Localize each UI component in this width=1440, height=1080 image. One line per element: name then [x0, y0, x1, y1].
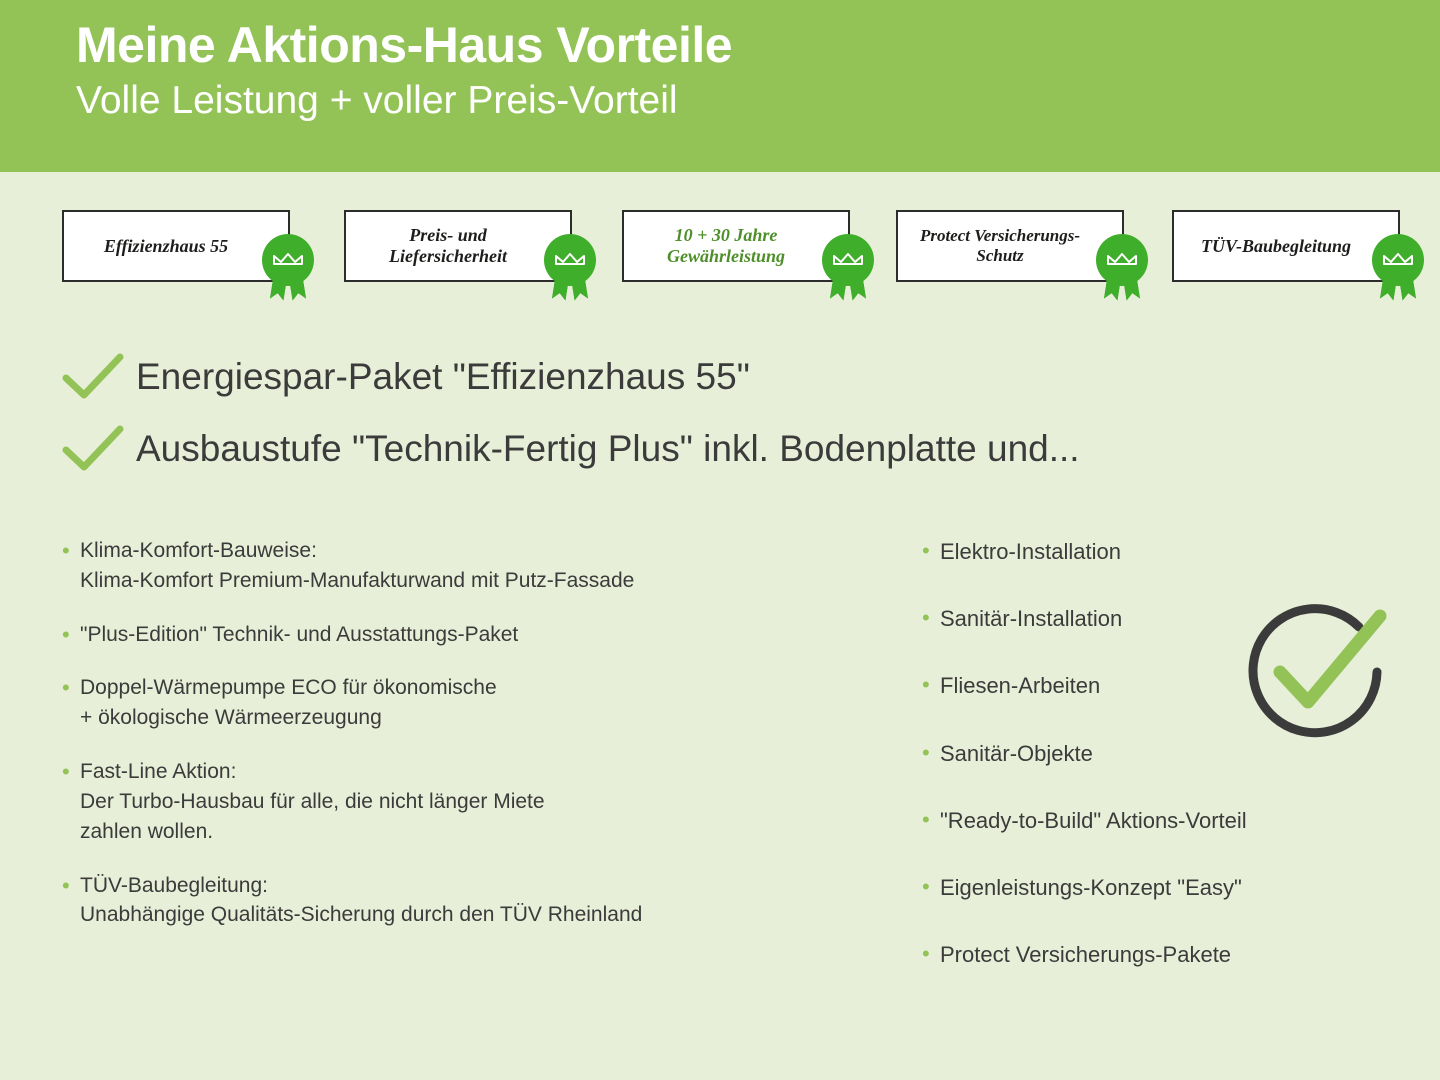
badge-tuev-baubegleitung [1172, 210, 1400, 282]
list-item: • Eigenleistungs-Konzept "Easy" [918, 872, 1388, 903]
page-subtitle: Volle Leistung + voller Preis-Vorteil [76, 79, 678, 122]
list-item: • Fliesen-Arbeiten [918, 670, 1388, 701]
check-icon [62, 352, 124, 402]
checklist-item [62, 424, 1392, 474]
badge-label: Effizienzhaus 55 [103, 235, 229, 256]
detail-columns [0, 536, 1440, 1036]
list-item: • Sanitär-Objekte [918, 738, 1388, 769]
list-item: • Sanitär-Installation [918, 603, 1388, 634]
headline-checklist [62, 352, 1392, 496]
list-item: • Protect Versicherungs-Pakete [918, 939, 1388, 970]
badge-label: Protect Versicherungs- Schutz [919, 226, 1081, 265]
list-item: • "Plus-Edition" Technik- und Ausstattungs-Paket [58, 620, 888, 650]
seal-crown-icon [1096, 234, 1148, 286]
seal-crown-icon [1372, 234, 1424, 286]
badge-gewaehrleistung [622, 210, 850, 282]
list-item: • Fast-Line Aktion: Der Turbo-Hausbau für alle, die nicht länger Miete zahlen wollen. [58, 757, 888, 846]
list-item: • TÜV-Baubegleitung: Unabhängige Qualitäts-Sicherung durch den TÜV Rheinland [58, 871, 888, 931]
crown-icon [555, 251, 585, 267]
crown-icon [1107, 251, 1137, 267]
list-item: • Doppel-Wärmepumpe ECO für ökonomische + ökologische Wärmeerzeugung [58, 673, 888, 733]
seal-crown-icon [262, 234, 314, 286]
checklist-item-label: Ausbaustufe "Technik-Fertig Plus" inkl. Bodenplatte und... [136, 427, 1080, 469]
list-item: • "Ready-to-Build" Aktions-Vorteil [918, 805, 1388, 836]
circled-check-icon [1240, 598, 1392, 750]
badge-effizienzhaus-55 [62, 210, 290, 282]
list-item: • Klima-Komfort-Bauweise: Klima-Komfort Premium-Manufakturwand mit Putz-Fassade [58, 536, 888, 596]
left-feature-list [58, 536, 888, 954]
badge-protect-versicherungs-schutz [896, 210, 1124, 282]
badge-label: TÜV-Baubegleitung [1200, 235, 1352, 256]
crown-icon [1383, 251, 1413, 267]
badge-preis-liefersicherheit [344, 210, 572, 282]
badge-label: Preis- und Liefersicherheit [389, 225, 507, 266]
crown-icon [273, 251, 303, 267]
badge-row [0, 210, 1440, 320]
list-item: • Elektro-Installation [918, 536, 1388, 567]
checklist-item [62, 352, 1392, 402]
seal-crown-icon [544, 234, 596, 286]
check-icon [62, 424, 124, 474]
badge-label: 10 + 30 Jahre Gewährleistung [666, 225, 786, 266]
page-title: Meine Aktions-Haus Vorteile [76, 17, 733, 73]
checklist-item-label: Energiespar-Paket "Effizienzhaus 55" [136, 355, 750, 397]
header-banner [0, 0, 1440, 172]
crown-icon [833, 251, 863, 267]
seal-crown-icon [822, 234, 874, 286]
